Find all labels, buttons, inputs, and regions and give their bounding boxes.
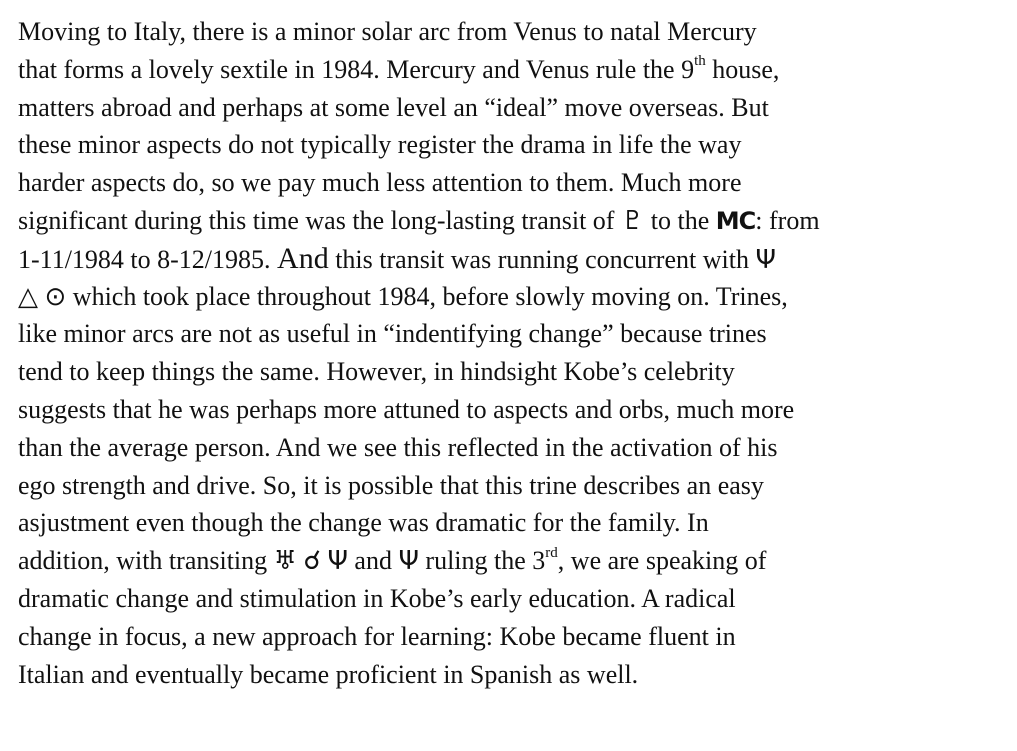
text-line — [18, 51, 1003, 89]
neptune-glyph: Ψ — [327, 546, 348, 577]
text-line: than the average person. And we see this reflected in the activation of his — [18, 432, 778, 462]
text-line: like minor arcs are not as useful in “indentifying change” because trines — [18, 319, 767, 349]
text-span: this transit was running concurrent with — [328, 244, 756, 274]
text-span: ruling the 3 — [418, 546, 546, 576]
ordinal-superscript: rd — [545, 544, 558, 561]
text-span: and — [347, 546, 399, 576]
text-line — [18, 240, 1003, 278]
text-line: suggests that he was perhaps more attuned to aspects and orbs, much more — [18, 394, 795, 424]
text-span: significant during this time was the long-lasting transit of — [18, 205, 621, 235]
trine-glyph: △ — [18, 281, 38, 312]
text-span: that forms a lovely sextile in 1984. Mercury and Venus rule the 9 — [18, 54, 695, 84]
text-line: Italian and eventually became proficient in Spanish as well. — [18, 659, 639, 689]
text-span: to the — [644, 205, 716, 235]
text-span: addition, with transiting — [18, 546, 274, 576]
text-span: 1-11/1984 to 8-12/1985. — [18, 244, 278, 274]
text-line — [18, 202, 1003, 240]
pluto-glyph: ♇ — [620, 205, 645, 236]
text-line: Moving to Italy, there is a minor solar arc from Venus to natal Mercury — [18, 17, 757, 46]
text-line: ego strength and drive. So, it is possible that this trine describes an easy — [18, 470, 764, 500]
ordinal-superscript: th — [694, 53, 706, 70]
neptune-glyph: Ψ — [755, 244, 776, 275]
text-span: : from — [755, 205, 820, 235]
text-line: harder aspects do, so we pay much less attention to them. Much more — [18, 168, 742, 198]
sun-glyph: ⊙ — [44, 281, 67, 312]
opposition-glyph: ☌ — [303, 546, 321, 577]
neptune-glyph: Ψ — [398, 546, 419, 577]
text-line — [18, 278, 1003, 316]
text-line: these minor aspects do not typically register the drama in life the way — [18, 130, 742, 160]
text-line — [18, 542, 1003, 580]
document-body — [18, 13, 1003, 693]
text-line: tend to keep things the same. However, in hindsight Kobe’s celebrity — [18, 357, 735, 387]
midheaven-glyph: MC — [715, 206, 756, 235]
text-line: change in focus, a new approach for learning: Kobe became fluent in — [18, 621, 736, 651]
text-line: asjustment even though the change was dramatic for the family. In — [18, 508, 709, 538]
text-span: which took place throughout 1984, before slowly moving on. Trines, — [66, 281, 788, 311]
text-span: house, — [705, 54, 780, 84]
text-line: matters abroad and perhaps at some level an “ideal” move overseas. But — [18, 92, 769, 122]
uranus-glyph: ♅ — [273, 546, 297, 577]
text-span: And — [277, 241, 329, 275]
text-line: dramatic change and stimulation in Kobe’s early education. A radical — [18, 583, 736, 613]
text-span: , we are speaking of — [557, 546, 767, 576]
